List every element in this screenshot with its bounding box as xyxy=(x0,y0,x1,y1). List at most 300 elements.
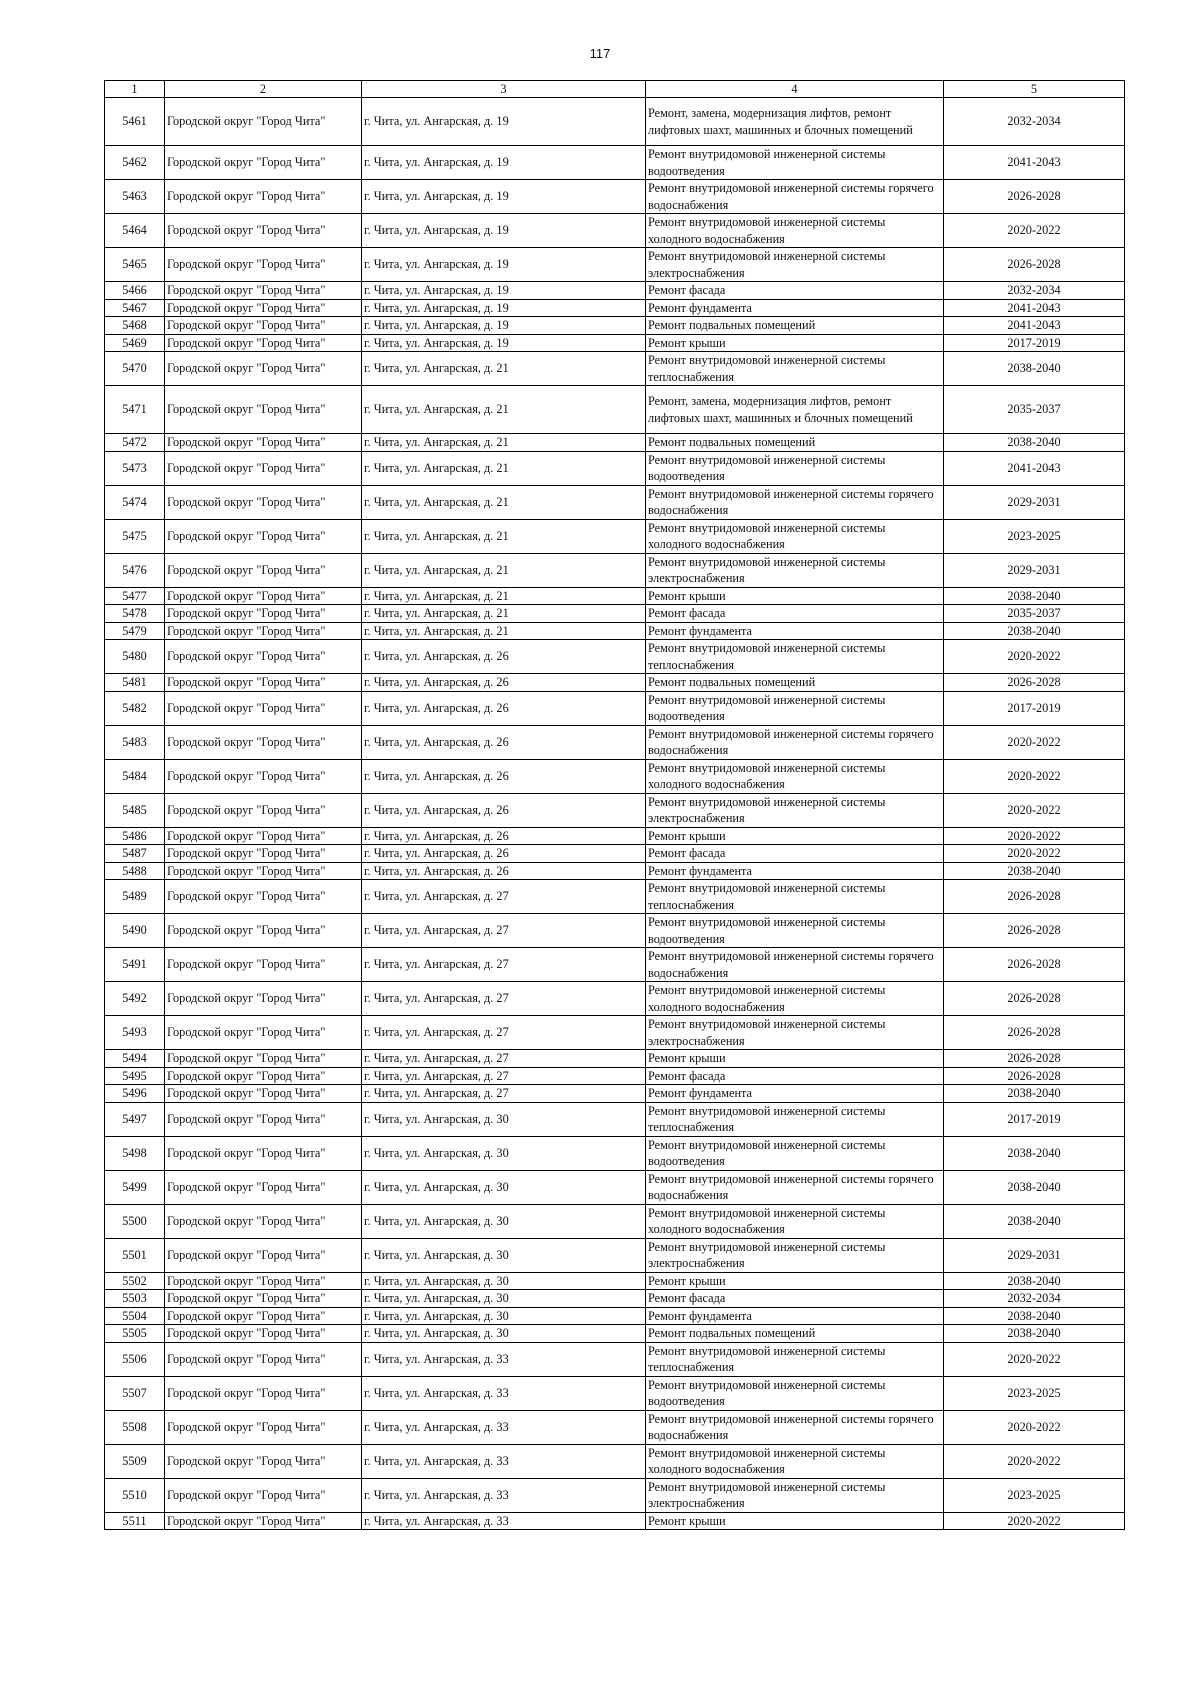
table-row xyxy=(105,519,1125,553)
municipality-cell: Городской округ "Город Чита" xyxy=(165,1478,362,1512)
row-number-cell: 5485 xyxy=(105,793,165,827)
work-type-cell: Ремонт фундамента xyxy=(646,299,944,317)
table-row xyxy=(105,880,1125,914)
row-number-cell: 5464 xyxy=(105,214,165,248)
row-number-cell: 5489 xyxy=(105,880,165,914)
table-row xyxy=(105,674,1125,692)
address-cell: г. Чита, ул. Ангарская, д. 33 xyxy=(362,1478,646,1512)
table-row xyxy=(105,1204,1125,1238)
address-cell: г. Чита, ул. Ангарская, д. 19 xyxy=(362,299,646,317)
period-cell: 2017-2019 xyxy=(944,334,1125,352)
row-number-cell: 5500 xyxy=(105,1204,165,1238)
work-type-cell: Ремонт внутридомовой инженерной системы электроснабжения xyxy=(646,1478,944,1512)
table-row xyxy=(105,793,1125,827)
period-cell: 2020-2022 xyxy=(944,1342,1125,1376)
table-row xyxy=(105,1102,1125,1136)
table-row xyxy=(105,759,1125,793)
table-row xyxy=(105,352,1125,386)
municipality-cell: Городской округ "Город Чита" xyxy=(165,282,362,300)
municipality-cell: Городской округ "Город Чита" xyxy=(165,553,362,587)
address-cell: г. Чита, ул. Ангарская, д. 19 xyxy=(362,214,646,248)
address-cell: г. Чита, ул. Ангарская, д. 27 xyxy=(362,948,646,982)
period-cell: 2038-2040 xyxy=(944,1325,1125,1343)
work-type-cell: Ремонт внутридомовой инженерной системы водоотведения xyxy=(646,1136,944,1170)
address-cell: г. Чита, ул. Ангарская, д. 26 xyxy=(362,827,646,845)
period-cell: 2020-2022 xyxy=(944,1512,1125,1530)
address-cell: г. Чита, ул. Ангарская, д. 21 xyxy=(362,485,646,519)
period-cell: 2038-2040 xyxy=(944,622,1125,640)
table-row xyxy=(105,1410,1125,1444)
table-row xyxy=(105,1307,1125,1325)
period-cell: 2032-2034 xyxy=(944,282,1125,300)
period-cell: 2020-2022 xyxy=(944,1410,1125,1444)
work-type-cell: Ремонт внутридомовой инженерной системы горячего водоснабжения xyxy=(646,948,944,982)
municipality-cell: Городской округ "Город Чита" xyxy=(165,1238,362,1272)
period-cell: 2026-2028 xyxy=(944,674,1125,692)
row-number-cell: 5501 xyxy=(105,1238,165,1272)
address-cell: г. Чита, ул. Ангарская, д. 27 xyxy=(362,1050,646,1068)
row-number-cell: 5477 xyxy=(105,587,165,605)
address-cell: г. Чита, ул. Ангарская, д. 27 xyxy=(362,1085,646,1103)
work-type-cell: Ремонт внутридомовой инженерной системы теплоснабжения xyxy=(646,640,944,674)
row-number-cell: 5502 xyxy=(105,1272,165,1290)
address-cell: г. Чита, ул. Ангарская, д. 30 xyxy=(362,1290,646,1308)
address-cell: г. Чита, ул. Ангарская, д. 19 xyxy=(362,146,646,180)
work-type-cell: Ремонт внутридомовой инженерной системы горячего водоснабжения xyxy=(646,180,944,214)
municipality-cell: Городской округ "Город Чита" xyxy=(165,1170,362,1204)
address-cell: г. Чита, ул. Ангарская, д. 27 xyxy=(362,982,646,1016)
table-row xyxy=(105,622,1125,640)
work-type-cell: Ремонт фасада xyxy=(646,1290,944,1308)
period-cell: 2035-2037 xyxy=(944,386,1125,434)
work-type-cell: Ремонт внутридомовой инженерной системы электроснабжения xyxy=(646,793,944,827)
row-number-cell: 5467 xyxy=(105,299,165,317)
row-number-cell: 5497 xyxy=(105,1102,165,1136)
period-cell: 2038-2040 xyxy=(944,1307,1125,1325)
period-cell: 2020-2022 xyxy=(944,793,1125,827)
address-cell: г. Чита, ул. Ангарская, д. 26 xyxy=(362,759,646,793)
period-cell: 2041-2043 xyxy=(944,299,1125,317)
work-type-cell: Ремонт подвальных помещений xyxy=(646,434,944,452)
table-row xyxy=(105,862,1125,880)
work-type-cell: Ремонт фасада xyxy=(646,605,944,623)
table-row xyxy=(105,386,1125,434)
period-cell: 2026-2028 xyxy=(944,914,1125,948)
municipality-cell: Городской округ "Город Чита" xyxy=(165,862,362,880)
row-number-cell: 5509 xyxy=(105,1444,165,1478)
address-cell: г. Чита, ул. Ангарская, д. 26 xyxy=(362,640,646,674)
address-cell: г. Чита, ул. Ангарская, д. 19 xyxy=(362,334,646,352)
municipality-cell: Городской округ "Город Чита" xyxy=(165,1272,362,1290)
address-cell: г. Чита, ул. Ангарская, д. 30 xyxy=(362,1325,646,1343)
period-cell: 2038-2040 xyxy=(944,1085,1125,1103)
table-row xyxy=(105,1238,1125,1272)
table-row xyxy=(105,845,1125,863)
period-cell: 2041-2043 xyxy=(944,317,1125,335)
address-cell: г. Чита, ул. Ангарская, д. 26 xyxy=(362,793,646,827)
row-number-cell: 5472 xyxy=(105,434,165,452)
row-number-cell: 5461 xyxy=(105,98,165,146)
municipality-cell: Городской округ "Город Чита" xyxy=(165,1102,362,1136)
period-cell: 2020-2022 xyxy=(944,827,1125,845)
work-type-cell: Ремонт внутридомовой инженерной системы теплоснабжения xyxy=(646,1102,944,1136)
work-type-cell: Ремонт внутридомовой инженерной системы холодного водоснабжения xyxy=(646,1444,944,1478)
period-cell: 2020-2022 xyxy=(944,640,1125,674)
municipality-cell: Городской округ "Город Чита" xyxy=(165,317,362,335)
municipality-cell: Городской округ "Город Чита" xyxy=(165,98,362,146)
address-cell: г. Чита, ул. Ангарская, д. 21 xyxy=(362,352,646,386)
table-row xyxy=(105,1272,1125,1290)
period-cell: 2026-2028 xyxy=(944,948,1125,982)
row-number-cell: 5487 xyxy=(105,845,165,863)
table-body xyxy=(105,98,1125,1530)
municipality-cell: Городской округ "Город Чита" xyxy=(165,880,362,914)
work-type-cell: Ремонт внутридомовой инженерной системы горячего водоснабжения xyxy=(646,725,944,759)
municipality-cell: Городской округ "Город Чита" xyxy=(165,793,362,827)
address-cell: г. Чита, ул. Ангарская, д. 26 xyxy=(362,862,646,880)
column-header-1: 1 xyxy=(105,81,165,98)
municipality-cell: Городской округ "Город Чита" xyxy=(165,914,362,948)
address-cell: г. Чита, ул. Ангарская, д. 30 xyxy=(362,1204,646,1238)
row-number-cell: 5469 xyxy=(105,334,165,352)
period-cell: 2038-2040 xyxy=(944,587,1125,605)
work-type-cell: Ремонт крыши xyxy=(646,827,944,845)
table-row xyxy=(105,640,1125,674)
address-cell: г. Чита, ул. Ангарская, д. 33 xyxy=(362,1444,646,1478)
table-row xyxy=(105,299,1125,317)
work-type-cell: Ремонт фундамента xyxy=(646,622,944,640)
work-type-cell: Ремонт, замена, модернизация лифтов, ремонт лифтовых шахт, машинных и блочных помещений xyxy=(646,98,944,146)
table-row xyxy=(105,1016,1125,1050)
work-type-cell: Ремонт внутридомовой инженерной системы электроснабжения xyxy=(646,1016,944,1050)
address-cell: г. Чита, ул. Ангарская, д. 30 xyxy=(362,1272,646,1290)
table-row xyxy=(105,1290,1125,1308)
period-cell: 2038-2040 xyxy=(944,1170,1125,1204)
row-number-cell: 5498 xyxy=(105,1136,165,1170)
row-number-cell: 5505 xyxy=(105,1325,165,1343)
municipality-cell: Городской округ "Город Чита" xyxy=(165,352,362,386)
work-type-cell: Ремонт фундамента xyxy=(646,1085,944,1103)
period-cell: 2017-2019 xyxy=(944,691,1125,725)
address-cell: г. Чита, ул. Ангарская, д. 27 xyxy=(362,1067,646,1085)
table-row xyxy=(105,248,1125,282)
period-cell: 2029-2031 xyxy=(944,1238,1125,1272)
table-row xyxy=(105,1136,1125,1170)
municipality-cell: Городской округ "Город Чита" xyxy=(165,451,362,485)
table-row xyxy=(105,317,1125,335)
address-cell: г. Чита, ул. Ангарская, д. 21 xyxy=(362,553,646,587)
page-number: 117 xyxy=(589,46,611,61)
work-type-cell: Ремонт внутридомовой инженерной системы горячего водоснабжения xyxy=(646,1170,944,1204)
address-cell: г. Чита, ул. Ангарская, д. 21 xyxy=(362,451,646,485)
municipality-cell: Городской округ "Город Чита" xyxy=(165,1342,362,1376)
period-cell: 2026-2028 xyxy=(944,880,1125,914)
work-type-cell: Ремонт внутридомовой инженерной системы водоотведения xyxy=(646,451,944,485)
period-cell: 2041-2043 xyxy=(944,451,1125,485)
table-header-row xyxy=(105,81,1125,98)
table-row xyxy=(105,1376,1125,1410)
row-number-cell: 5507 xyxy=(105,1376,165,1410)
period-cell: 2020-2022 xyxy=(944,845,1125,863)
municipality-cell: Городской округ "Город Чита" xyxy=(165,1067,362,1085)
work-type-cell: Ремонт внутридомовой инженерной системы горячего водоснабжения xyxy=(646,1410,944,1444)
column-header-2: 2 xyxy=(165,81,362,98)
period-cell: 2026-2028 xyxy=(944,1067,1125,1085)
table-row xyxy=(105,1067,1125,1085)
row-number-cell: 5478 xyxy=(105,605,165,623)
municipality-cell: Городской округ "Город Чита" xyxy=(165,248,362,282)
work-type-cell: Ремонт внутридомовой инженерной системы холодного водоснабжения xyxy=(646,214,944,248)
address-cell: г. Чита, ул. Ангарская, д. 21 xyxy=(362,605,646,623)
row-number-cell: 5508 xyxy=(105,1410,165,1444)
period-cell: 2026-2028 xyxy=(944,1016,1125,1050)
address-cell: г. Чита, ул. Ангарская, д. 33 xyxy=(362,1512,646,1530)
address-cell: г. Чита, ул. Ангарская, д. 19 xyxy=(362,282,646,300)
row-number-cell: 5465 xyxy=(105,248,165,282)
address-cell: г. Чита, ул. Ангарская, д. 21 xyxy=(362,587,646,605)
municipality-cell: Городской округ "Город Чита" xyxy=(165,725,362,759)
municipality-cell: Городской округ "Город Чита" xyxy=(165,691,362,725)
row-number-cell: 5480 xyxy=(105,640,165,674)
municipality-cell: Городской округ "Город Чита" xyxy=(165,485,362,519)
work-type-cell: Ремонт фундамента xyxy=(646,862,944,880)
address-cell: г. Чита, ул. Ангарская, д. 30 xyxy=(362,1307,646,1325)
municipality-cell: Городской округ "Город Чита" xyxy=(165,1410,362,1444)
row-number-cell: 5506 xyxy=(105,1342,165,1376)
column-header-4: 4 xyxy=(646,81,944,98)
table-row xyxy=(105,982,1125,1016)
period-cell: 2038-2040 xyxy=(944,862,1125,880)
period-cell: 2023-2025 xyxy=(944,1478,1125,1512)
row-number-cell: 5496 xyxy=(105,1085,165,1103)
row-number-cell: 5474 xyxy=(105,485,165,519)
period-cell: 2020-2022 xyxy=(944,1444,1125,1478)
work-type-cell: Ремонт крыши xyxy=(646,1272,944,1290)
work-type-cell: Ремонт внутридомовой инженерной системы электроснабжения xyxy=(646,248,944,282)
address-cell: г. Чита, ул. Ангарская, д. 26 xyxy=(362,674,646,692)
row-number-cell: 5462 xyxy=(105,146,165,180)
period-cell: 2038-2040 xyxy=(944,1204,1125,1238)
municipality-cell: Городской округ "Город Чита" xyxy=(165,948,362,982)
row-number-cell: 5493 xyxy=(105,1016,165,1050)
municipality-cell: Городской округ "Город Чита" xyxy=(165,674,362,692)
table-row xyxy=(105,451,1125,485)
row-number-cell: 5479 xyxy=(105,622,165,640)
municipality-cell: Городской округ "Город Чита" xyxy=(165,1512,362,1530)
address-cell: г. Чита, ул. Ангарская, д. 21 xyxy=(362,519,646,553)
municipality-cell: Городской округ "Город Чита" xyxy=(165,519,362,553)
municipality-cell: Городской округ "Город Чита" xyxy=(165,605,362,623)
row-number-cell: 5492 xyxy=(105,982,165,1016)
work-type-cell: Ремонт фундамента xyxy=(646,1307,944,1325)
row-number-cell: 5504 xyxy=(105,1307,165,1325)
address-cell: г. Чита, ул. Ангарская, д. 19 xyxy=(362,98,646,146)
row-number-cell: 5491 xyxy=(105,948,165,982)
table-row xyxy=(105,98,1125,146)
municipality-cell: Городской округ "Город Чита" xyxy=(165,1016,362,1050)
work-type-cell: Ремонт внутридомовой инженерной системы холодного водоснабжения xyxy=(646,1204,944,1238)
address-cell: г. Чита, ул. Ангарская, д. 33 xyxy=(362,1342,646,1376)
table-row xyxy=(105,214,1125,248)
table-row xyxy=(105,485,1125,519)
municipality-cell: Городской округ "Город Чита" xyxy=(165,299,362,317)
work-type-cell: Ремонт внутридомовой инженерной системы теплоснабжения xyxy=(646,352,944,386)
period-cell: 2032-2034 xyxy=(944,1290,1125,1308)
municipality-cell: Городской округ "Город Чита" xyxy=(165,180,362,214)
work-type-cell: Ремонт внутридомовой инженерной системы электроснабжения xyxy=(646,553,944,587)
table-row xyxy=(105,587,1125,605)
work-type-cell: Ремонт внутридомовой инженерной системы горячего водоснабжения xyxy=(646,485,944,519)
municipality-cell: Городской округ "Город Чита" xyxy=(165,214,362,248)
municipality-cell: Городской округ "Город Чита" xyxy=(165,827,362,845)
address-cell: г. Чита, ул. Ангарская, д. 33 xyxy=(362,1410,646,1444)
period-cell: 2038-2040 xyxy=(944,1272,1125,1290)
table-row xyxy=(105,691,1125,725)
work-type-cell: Ремонт внутридомовой инженерной системы холодного водоснабжения xyxy=(646,759,944,793)
repair-schedule-table xyxy=(104,80,1125,1530)
table-row xyxy=(105,605,1125,623)
address-cell: г. Чита, ул. Ангарская, д. 19 xyxy=(362,180,646,214)
row-number-cell: 5490 xyxy=(105,914,165,948)
work-type-cell: Ремонт фасада xyxy=(646,845,944,863)
address-cell: г. Чита, ул. Ангарская, д. 30 xyxy=(362,1170,646,1204)
address-cell: г. Чита, ул. Ангарская, д. 26 xyxy=(362,845,646,863)
municipality-cell: Городской округ "Город Чита" xyxy=(165,1204,362,1238)
work-type-cell: Ремонт внутридомовой инженерной системы холодного водоснабжения xyxy=(646,519,944,553)
address-cell: г. Чита, ул. Ангарская, д. 27 xyxy=(362,880,646,914)
period-cell: 2020-2022 xyxy=(944,759,1125,793)
row-number-cell: 5503 xyxy=(105,1290,165,1308)
column-header-5: 5 xyxy=(944,81,1125,98)
table-row xyxy=(105,334,1125,352)
municipality-cell: Городской округ "Город Чита" xyxy=(165,146,362,180)
table-row xyxy=(105,1478,1125,1512)
work-type-cell: Ремонт, замена, модернизация лифтов, ремонт лифтовых шахт, машинных и блочных помещений xyxy=(646,386,944,434)
row-number-cell: 5470 xyxy=(105,352,165,386)
address-cell: г. Чита, ул. Ангарская, д. 19 xyxy=(362,248,646,282)
period-cell: 2017-2019 xyxy=(944,1102,1125,1136)
work-type-cell: Ремонт крыши xyxy=(646,334,944,352)
work-type-cell: Ремонт фасада xyxy=(646,1067,944,1085)
table-row xyxy=(105,434,1125,452)
address-cell: г. Чита, ул. Ангарская, д. 19 xyxy=(362,317,646,335)
municipality-cell: Городской округ "Город Чита" xyxy=(165,1050,362,1068)
municipality-cell: Городской округ "Город Чита" xyxy=(165,1444,362,1478)
work-type-cell: Ремонт внутридомовой инженерной системы электроснабжения xyxy=(646,1238,944,1272)
period-cell: 2026-2028 xyxy=(944,180,1125,214)
address-cell: г. Чита, ул. Ангарская, д. 30 xyxy=(362,1102,646,1136)
table-row xyxy=(105,914,1125,948)
period-cell: 2041-2043 xyxy=(944,146,1125,180)
address-cell: г. Чита, ул. Ангарская, д. 26 xyxy=(362,691,646,725)
period-cell: 2020-2022 xyxy=(944,725,1125,759)
row-number-cell: 5463 xyxy=(105,180,165,214)
address-cell: г. Чита, ул. Ангарская, д. 30 xyxy=(362,1238,646,1272)
row-number-cell: 5499 xyxy=(105,1170,165,1204)
table-row xyxy=(105,1170,1125,1204)
work-type-cell: Ремонт внутридомовой инженерной системы теплоснабжения xyxy=(646,880,944,914)
municipality-cell: Городской округ "Город Чита" xyxy=(165,1290,362,1308)
row-number-cell: 5494 xyxy=(105,1050,165,1068)
municipality-cell: Городской округ "Город Чита" xyxy=(165,1307,362,1325)
column-header-3: 3 xyxy=(362,81,646,98)
row-number-cell: 5468 xyxy=(105,317,165,335)
table-row xyxy=(105,1342,1125,1376)
row-number-cell: 5471 xyxy=(105,386,165,434)
work-type-cell: Ремонт внутридомовой инженерной системы теплоснабжения xyxy=(646,1342,944,1376)
work-type-cell: Ремонт внутридомовой инженерной системы водоотведения xyxy=(646,691,944,725)
period-cell: 2023-2025 xyxy=(944,1376,1125,1410)
row-number-cell: 5466 xyxy=(105,282,165,300)
row-number-cell: 5488 xyxy=(105,862,165,880)
work-type-cell: Ремонт внутридомовой инженерной системы водоотведения xyxy=(646,146,944,180)
period-cell: 2038-2040 xyxy=(944,352,1125,386)
table-row xyxy=(105,1512,1125,1530)
row-number-cell: 5483 xyxy=(105,725,165,759)
municipality-cell: Городской округ "Город Чита" xyxy=(165,1325,362,1343)
work-type-cell: Ремонт фасада xyxy=(646,282,944,300)
table-row xyxy=(105,180,1125,214)
municipality-cell: Городской округ "Город Чита" xyxy=(165,845,362,863)
row-number-cell: 5484 xyxy=(105,759,165,793)
address-cell: г. Чита, ул. Ангарская, д. 21 xyxy=(362,386,646,434)
period-cell: 2035-2037 xyxy=(944,605,1125,623)
table-row xyxy=(105,553,1125,587)
municipality-cell: Городской округ "Город Чита" xyxy=(165,587,362,605)
table-row xyxy=(105,282,1125,300)
municipality-cell: Городской округ "Город Чита" xyxy=(165,640,362,674)
municipality-cell: Городской округ "Город Чита" xyxy=(165,982,362,1016)
row-number-cell: 5475 xyxy=(105,519,165,553)
table-row xyxy=(105,146,1125,180)
work-type-cell: Ремонт крыши xyxy=(646,587,944,605)
work-type-cell: Ремонт внутридомовой инженерной системы водоотведения xyxy=(646,1376,944,1410)
work-type-cell: Ремонт крыши xyxy=(646,1050,944,1068)
municipality-cell: Городской округ "Город Чита" xyxy=(165,622,362,640)
row-number-cell: 5511 xyxy=(105,1512,165,1530)
table-row xyxy=(105,1444,1125,1478)
period-cell: 2026-2028 xyxy=(944,248,1125,282)
work-type-cell: Ремонт подвальных помещений xyxy=(646,317,944,335)
period-cell: 2020-2022 xyxy=(944,214,1125,248)
work-type-cell: Ремонт крыши xyxy=(646,1512,944,1530)
table-row xyxy=(105,948,1125,982)
row-number-cell: 5481 xyxy=(105,674,165,692)
address-cell: г. Чита, ул. Ангарская, д. 21 xyxy=(362,622,646,640)
period-cell: 2026-2028 xyxy=(944,982,1125,1016)
table-row xyxy=(105,1085,1125,1103)
row-number-cell: 5473 xyxy=(105,451,165,485)
work-type-cell: Ремонт внутридомовой инженерной системы водоотведения xyxy=(646,914,944,948)
table-row xyxy=(105,827,1125,845)
period-cell: 2029-2031 xyxy=(944,553,1125,587)
municipality-cell: Городской округ "Город Чита" xyxy=(165,434,362,452)
work-type-cell: Ремонт подвальных помещений xyxy=(646,674,944,692)
work-type-cell: Ремонт внутридомовой инженерной системы холодного водоснабжения xyxy=(646,982,944,1016)
table-row xyxy=(105,1325,1125,1343)
municipality-cell: Городской округ "Город Чита" xyxy=(165,759,362,793)
municipality-cell: Городской округ "Город Чита" xyxy=(165,1136,362,1170)
period-cell: 2023-2025 xyxy=(944,519,1125,553)
municipality-cell: Городской округ "Город Чита" xyxy=(165,1376,362,1410)
row-number-cell: 5476 xyxy=(105,553,165,587)
municipality-cell: Городской округ "Город Чита" xyxy=(165,386,362,434)
row-number-cell: 5510 xyxy=(105,1478,165,1512)
address-cell: г. Чита, ул. Ангарская, д. 27 xyxy=(362,1016,646,1050)
address-cell: г. Чита, ул. Ангарская, д. 30 xyxy=(362,1136,646,1170)
address-cell: г. Чита, ул. Ангарская, д. 26 xyxy=(362,725,646,759)
municipality-cell: Городской округ "Город Чита" xyxy=(165,1085,362,1103)
